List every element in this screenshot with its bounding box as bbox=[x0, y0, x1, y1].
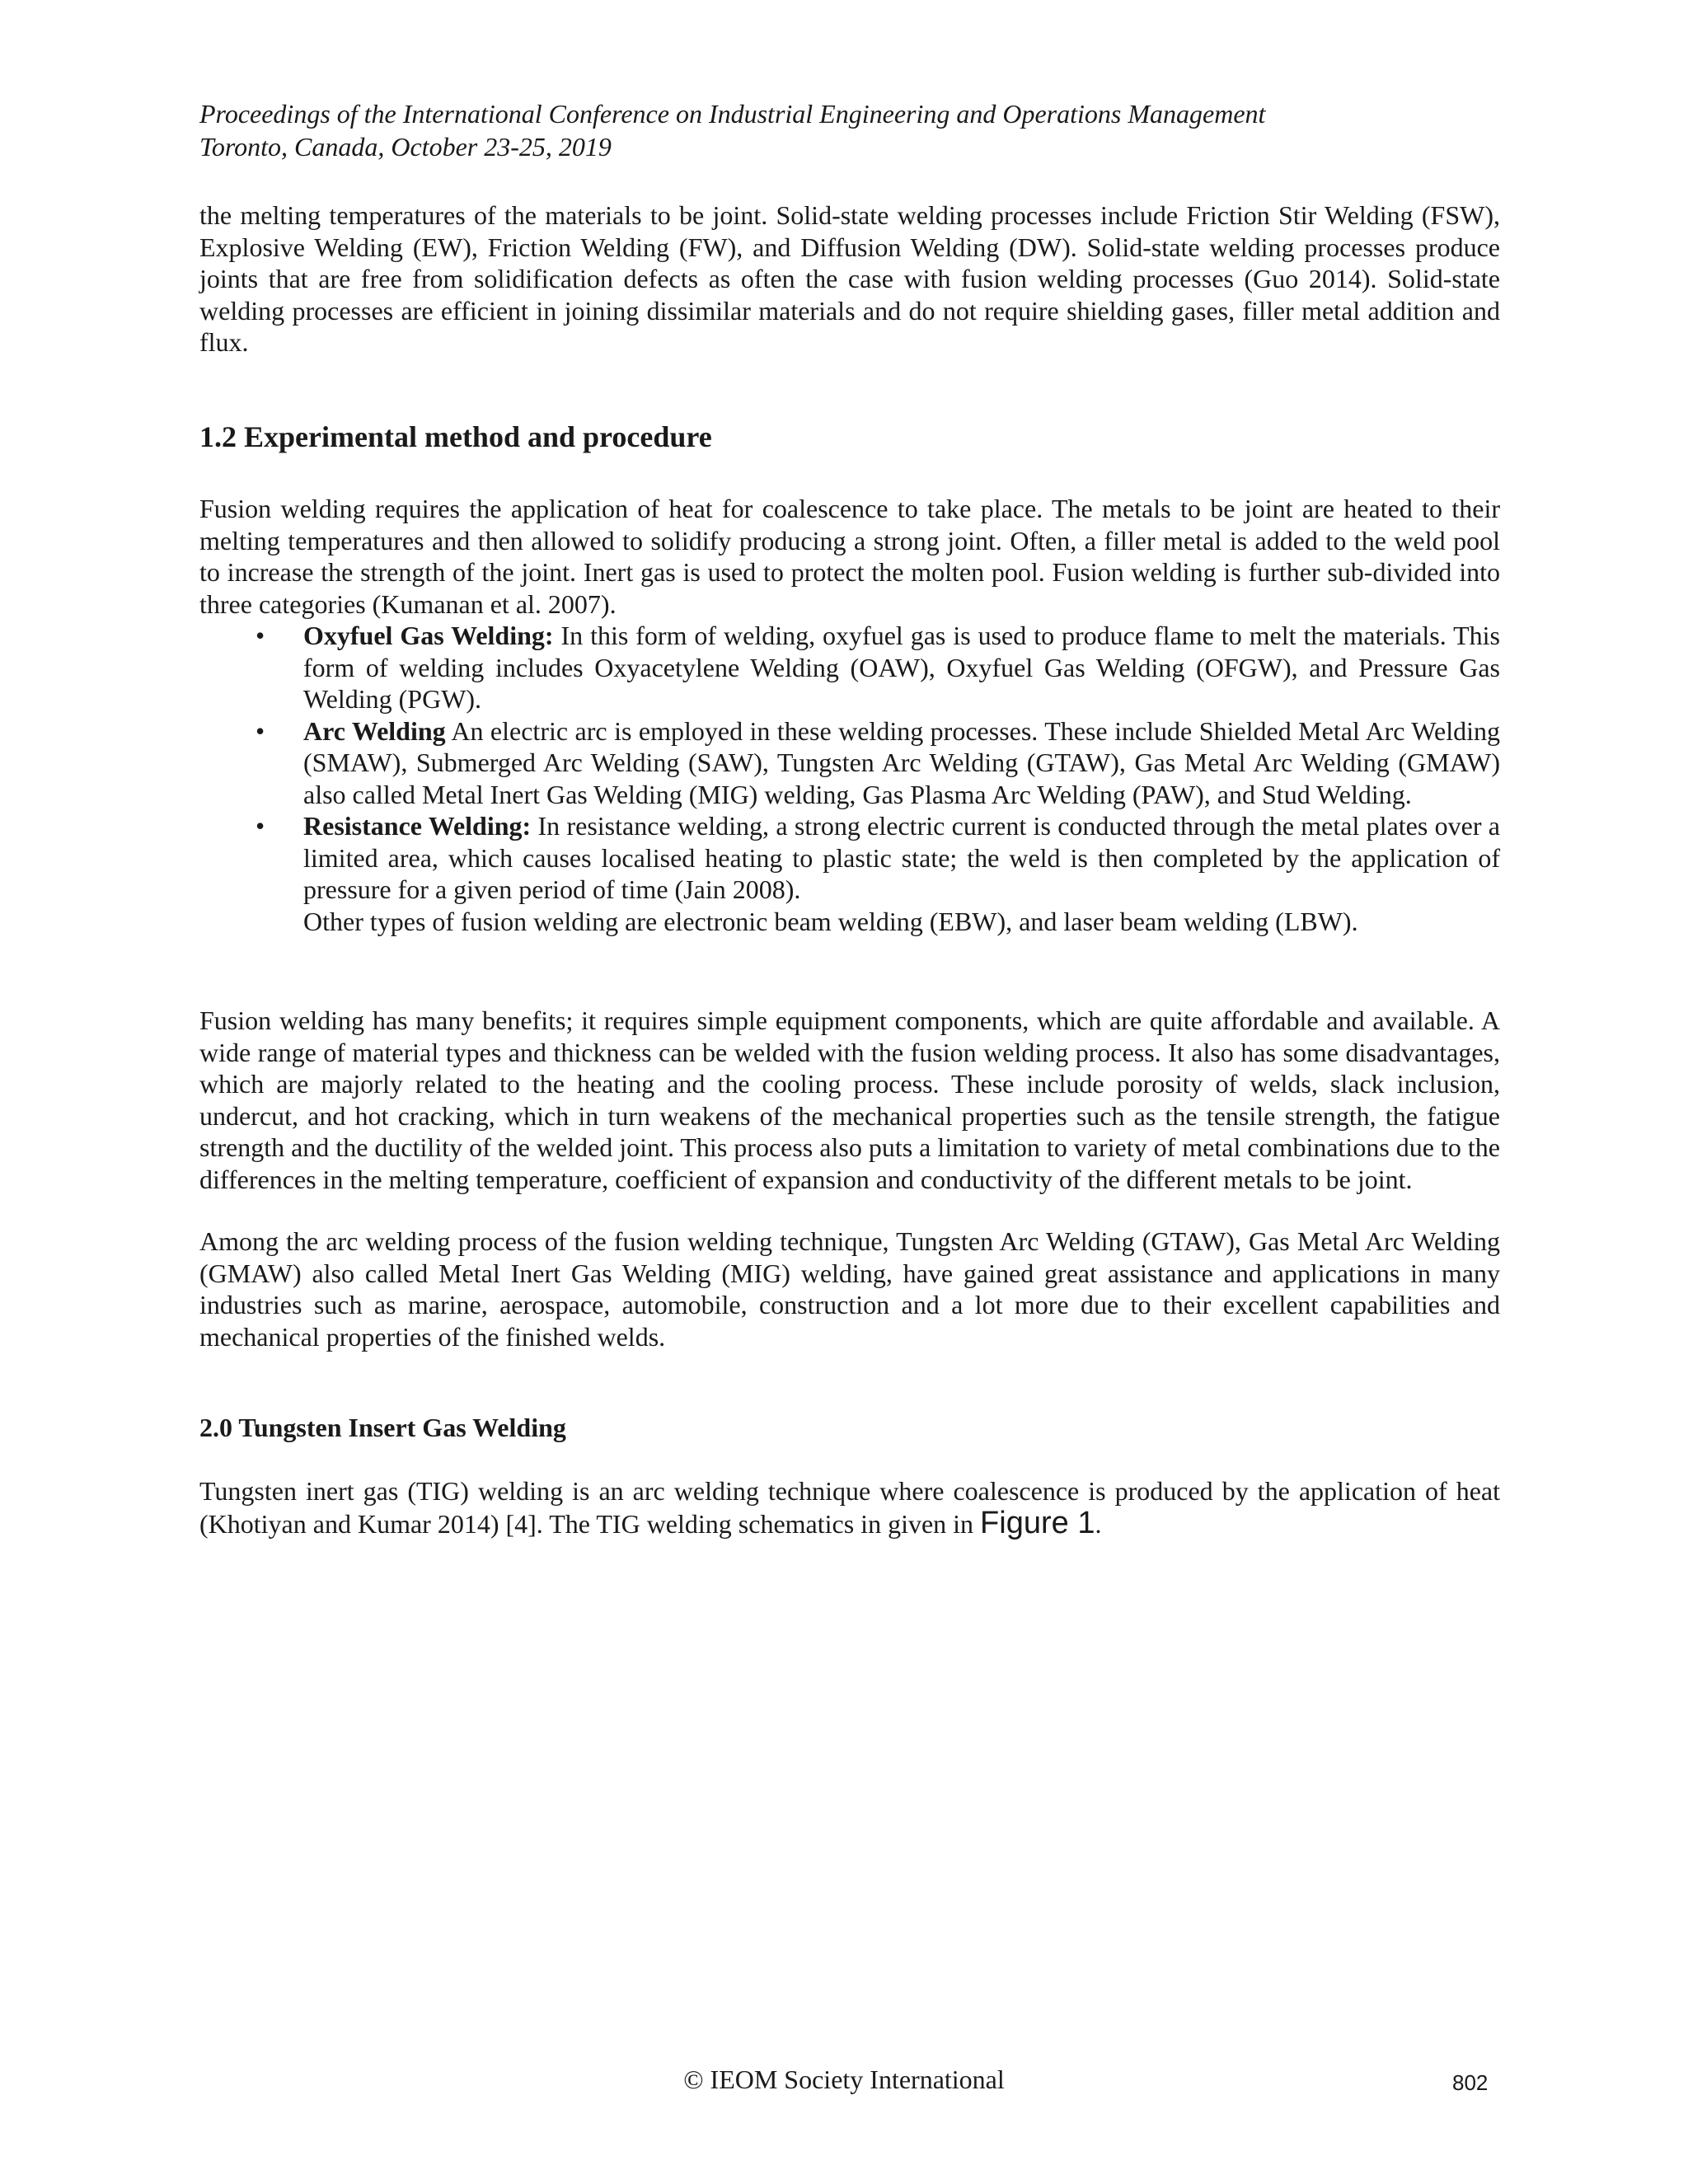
section-heading-1-2: 1.2 Experimental method and procedure bbox=[199, 420, 712, 453]
section-1-2-body bbox=[199, 493, 1500, 937]
arc-block bbox=[199, 1226, 1500, 1352]
running-header bbox=[199, 97, 1500, 163]
list-item-text: In this form of welding, oxyfuel gas is used to produce flame to melt the materials. This form of welding includes Oxyacetylene Welding (OAW), Oxyfuel Gas Welding (OFGW), and Pressure Gas Welding (PGW). bbox=[303, 621, 1501, 714]
list-item-term: Resistance Welding: bbox=[303, 811, 532, 841]
bullet-icon: • bbox=[256, 621, 265, 650]
bullet-icon: • bbox=[256, 715, 265, 746]
tig-text: Tungsten inert gas (TIG) welding is an arc welding technique where coalescence is produced by the application of heat (Khotiyan and Kumar 2014) [4]. The TIG welding schematics in given in bbox=[199, 1476, 1500, 1539]
copyright-footer: © IEOM Society International bbox=[683, 2064, 1005, 2094]
list-item-text: An electric arc is employed in these welding processes. These include Shielded Metal Arc Welding (SMAW), Submerged Arc Welding (SAW), Tungsten Arc Welding (GTAW), Gas Metal Arc Welding (GMAW) also called Metal Inert Gas Welding (MIG) welding, Gas Plasma Arc Welding (PAW), and Stud Welding. bbox=[303, 715, 1500, 809]
list-item bbox=[199, 810, 1500, 906]
intro-paragraph: the melting temperatures of the materials to be joint. Solid-state welding processes include Friction Stir Welding (FSW), Explosive Welding (EW), Friction Welding (FW), and Diffusion Welding (DW). Solid-state welding processes produce joints that are free from solidification defects as often the case with fusion welding processes (Guo 2014). Solid-state welding processes are efficient in joining dissimilar materials and do not require shielding gases, filler metal addition and flux. bbox=[199, 200, 1500, 357]
list-item-term: Arc Welding bbox=[303, 715, 446, 746]
tig-paragraph bbox=[199, 1475, 1500, 1540]
welding-types-list bbox=[199, 620, 1500, 906]
header-line-2: Toronto, Canada, October 23-25, 2019 bbox=[199, 132, 612, 162]
page-number: 802 bbox=[1452, 2070, 1489, 2095]
list-item-term: Oxyfuel Gas Welding: bbox=[303, 621, 554, 650]
intro-paragraph-block bbox=[199, 199, 1500, 359]
other-fusion-types: Other types of fusion welding are electronic beam welding (EBW), and laser beam welding (LBW). bbox=[303, 906, 1358, 936]
section-2-0-body bbox=[199, 1475, 1500, 1540]
fusion-intro-paragraph: Fusion welding requires the application of heat for coalescence to take place. The metals to be joint are heated to their melting temperatures and then allowed to solidify producing a strong joint. Often, a filler metal is added to the weld pool to increase the strength of the joint. Inert gas is used to protect the molten pool. Fusion welding is further sub-divided into three categories (Kumanan et al. 2007). bbox=[199, 494, 1500, 619]
header-line-1: Proceedings of the International Conference on Industrial Engineering and Operations Management bbox=[199, 99, 1266, 129]
benefits-paragraph: Fusion welding has many benefits; it requires simple equipment components, which are quite affordable and available. A wide range of material types and thickness can be welded with the fusion welding process. It also has some disadvantages, which are majorly related to the heating and the cooling process. These include porosity of welds, slack inclusion, undercut, and hot cracking, which in turn weakens of the mechanical properties such as the tensile strength, the fatigue strength and the ductility of the welded joint. This process also puts a limitation to variety of metal combinations due to the differences in the melting temperature, coefficient of expansion and conductivity of the different metals to be joint. bbox=[199, 1005, 1500, 1194]
figure-reference-link[interactable]: Figure 1 bbox=[980, 1505, 1095, 1540]
list-item bbox=[199, 620, 1500, 715]
arc-welding-paragraph: Among the arc welding process of the fusion welding technique, Tungsten Arc Welding (GTAW), Gas Metal Arc Welding (GMAW) also called Metal Inert Gas Welding (MIG) welding, have gained great assistance and applications in many industries such as marine, aerospace, automobile, construction and a lot more due to their excellent capabilities and mechanical properties of the finished welds. bbox=[199, 1226, 1500, 1352]
section-heading-2-0: 2.0 Tungsten Insert Gas Welding bbox=[199, 1413, 566, 1442]
list-item-text: In resistance welding, a strong electric current is conducted through the metal plates over a limited area, which causes localised heating to plastic state; the weld is then completed by the application of pressure for a given period of time (Jain 2008). bbox=[303, 811, 1501, 904]
bullet-icon: • bbox=[256, 811, 265, 841]
list-item bbox=[199, 715, 1500, 811]
benefits-block bbox=[199, 1005, 1500, 1195]
tig-text-end: . bbox=[1095, 1508, 1102, 1539]
